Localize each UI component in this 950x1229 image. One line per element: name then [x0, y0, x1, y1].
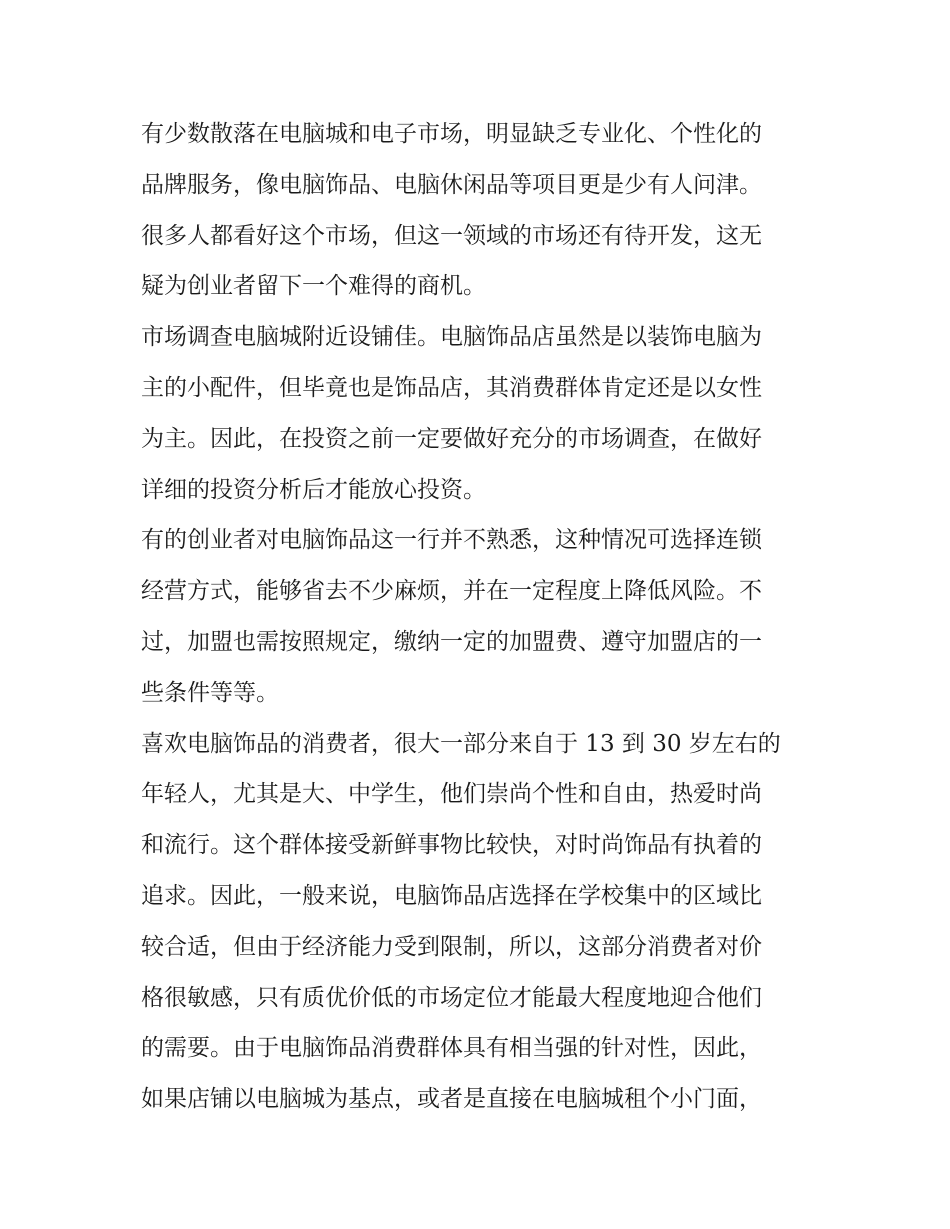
paragraph-1: [141, 109, 813, 312]
text-line: 主的小配件，但毕竟也是饰品店，其消费群体肯定还是以女性: [141, 374, 762, 401]
text-line: 市场调查电脑城附近设铺佳。电脑饰品店虽然是以装饰电脑为: [141, 324, 762, 351]
text-line: 些条件等等。: [141, 679, 279, 706]
text-line: 追求。因此，一般来说，电脑饰品店选择在学校集中的区域比: [141, 882, 762, 909]
paragraph-3: [141, 515, 813, 718]
text-line: 疑为创业者留下一个难得的商机。: [141, 273, 486, 300]
text-line: 经营方式，能够省去不少麻烦，并在一定程度上降低风险。不: [141, 578, 762, 605]
text-line: 较合适，但由于经济能力受到限制，所以，这部分消费者对价: [141, 933, 762, 960]
text-line: 的需要。由于电脑饰品消费群体具有相当强的针对性，因此，: [141, 1035, 762, 1062]
text-line: 为主。因此，在投资之前一定要做好充分的市场调查，在做好: [141, 425, 762, 452]
text-line: 有少数散落在电脑城和电子市场，明显缺乏专业化、个性化的: [141, 121, 762, 147]
text-line: 喜欢电脑饰品的消费者，很大一部分来自于 13 到 30 岁左右的: [141, 730, 781, 757]
text-line: 年轻人，尤其是大、中学生，他们崇尚个性和自由，热爱时尚: [141, 781, 762, 808]
text-line: 很多人都看好这个市场，但这一领域的市场还有待开发，这无: [141, 222, 762, 249]
text-line: 过，加盟也需按照规定，缴纳一定的加盟费、遵守加盟店的一: [141, 628, 762, 655]
paragraph-4: [141, 719, 813, 1125]
text-line: 品牌服务，像电脑饰品、电脑休闲品等项目更是少有人问津。: [141, 171, 762, 198]
text-line: 有的创业者对电脑饰品这一行并不熟悉，这种情况可选择连锁: [141, 527, 762, 554]
text-line: 如果店铺以电脑城为基点，或者是直接在电脑城租个小门面，: [141, 1086, 762, 1113]
text-line: 详细的投资分析后才能放心投资。: [141, 476, 486, 503]
text-line: 格很敏感，只有质优价低的市场定位才能最大程度地迎合他们: [141, 984, 762, 1011]
document-body: [141, 109, 813, 1125]
paragraph-2: [141, 312, 813, 515]
text-line: 和流行。这个群体接受新鲜事物比较快，对时尚饰品有执着的: [141, 832, 762, 859]
